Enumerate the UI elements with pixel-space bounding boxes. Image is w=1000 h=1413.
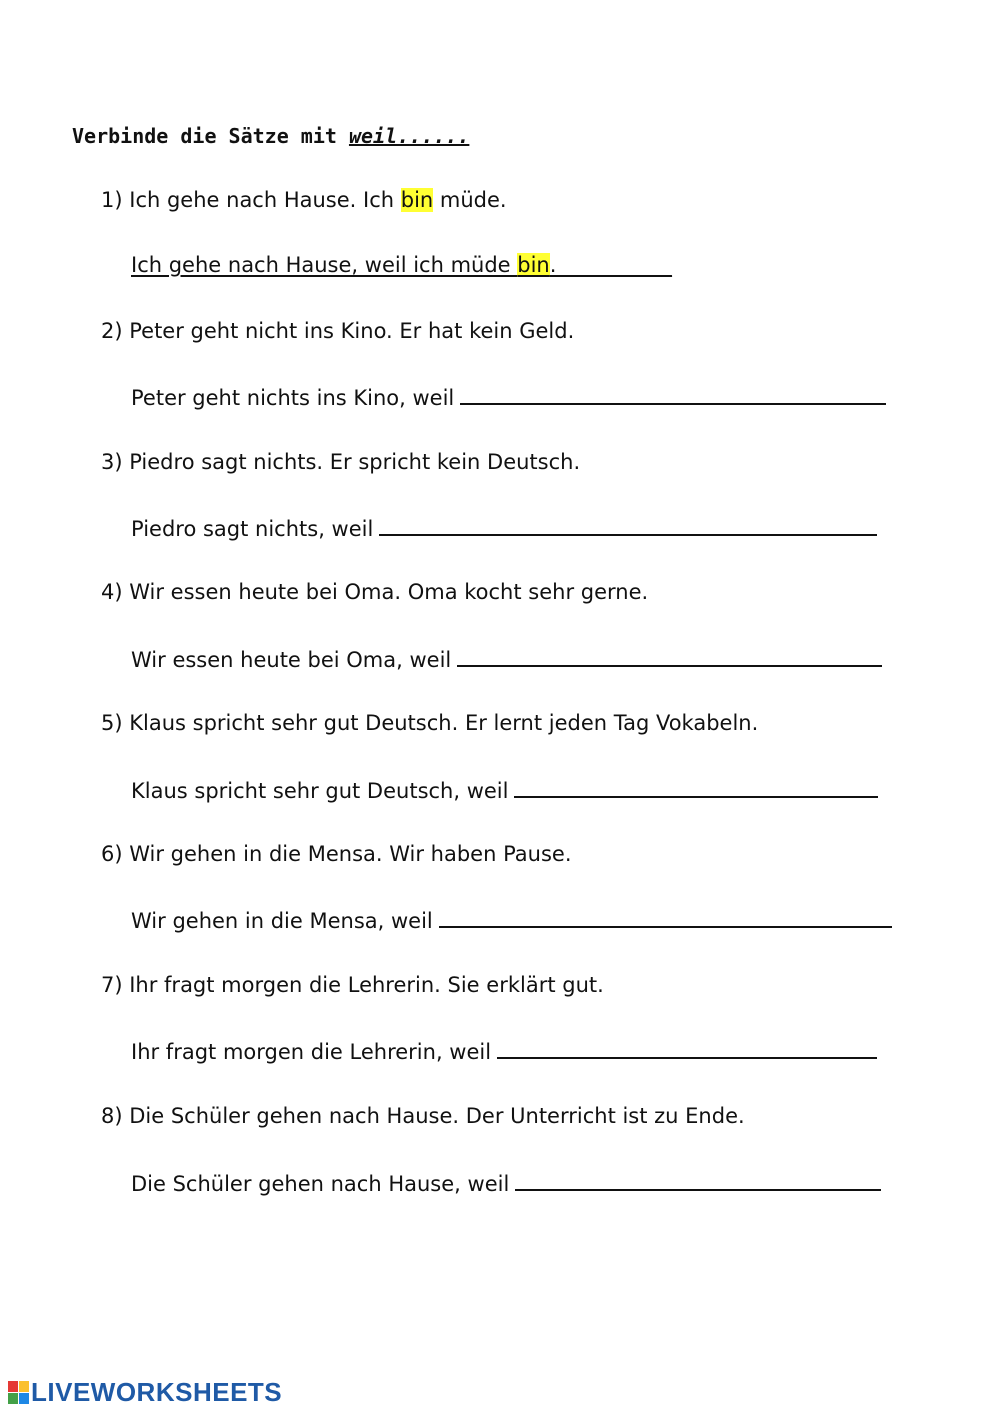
logo-tile: [19, 1381, 29, 1392]
title-prefix: Verbinde die Sätze mit: [72, 124, 349, 148]
exercise-prompt: 2) Peter geht nicht ins Kino. Er hat kein Geld.: [101, 319, 575, 343]
exercise-prompt: 5) Klaus spricht sehr gut Deutsch. Er lernt jeden Tag Vokabeln.: [101, 711, 759, 735]
logo-text: LIVEWORKSHEETS: [31, 1377, 283, 1407]
exercise-stem: Ihr fragt morgen die Lehrerin, weil: [131, 1040, 492, 1064]
exercise-answer-line: [131, 512, 877, 544]
answer-blank[interactable]: [497, 1035, 877, 1059]
example-number: 1): [101, 188, 123, 212]
example-answer-before: Ich gehe nach Hause, weil ich müde: [131, 253, 518, 277]
logo-tile: [19, 1393, 29, 1404]
example-prompt: [101, 185, 507, 215]
example-answer: [131, 250, 672, 280]
footer-logo[interactable]: [8, 1378, 282, 1406]
exercise-answer-line: [131, 904, 892, 936]
exercise-stem: Wir gehen in die Mensa, weil: [131, 909, 433, 933]
exercise-stem: Wir essen heute bei Oma, weil: [131, 648, 452, 672]
exercise-stem: Klaus spricht sehr gut Deutsch, weil: [131, 779, 509, 803]
example-answer-after: .___________: [549, 253, 672, 277]
exercise-prompt: 3) Piedro sagt nichts. Er spricht kein Deutsch.: [101, 450, 581, 474]
exercise-prompt: 7) Ihr fragt morgen die Lehrerin. Sie erklärt gut.: [101, 973, 604, 997]
answer-blank[interactable]: [379, 512, 877, 536]
exercise-prompt: 6) Wir gehen in die Mensa. Wir haben Pause.: [101, 842, 572, 866]
answer-blank[interactable]: [514, 774, 878, 798]
example-prompt-after: müde.: [433, 188, 507, 212]
answer-blank[interactable]: [457, 643, 882, 667]
exercise-answer-line: [131, 774, 878, 806]
exercise-prompt: 4) Wir essen heute bei Oma. Oma kocht sehr gerne.: [101, 580, 649, 604]
title-keyword: weil......: [348, 124, 470, 148]
exercise-stem: Die Schüler gehen nach Hause, weil: [131, 1172, 510, 1196]
answer-blank[interactable]: [515, 1167, 881, 1191]
exercise-answer-line: [131, 643, 882, 675]
exercise-answer-line: [131, 381, 886, 413]
logo-tile: [8, 1381, 18, 1392]
answer-blank[interactable]: [439, 904, 892, 928]
example-prompt-before: Ich gehe nach Hause. Ich: [129, 188, 401, 212]
worksheet-title: [72, 124, 469, 148]
exercise-stem: Piedro sagt nichts, weil: [131, 517, 374, 541]
exercise-answer-line: [131, 1035, 877, 1067]
logo-tile: [8, 1393, 18, 1404]
exercise-prompt: 8) Die Schüler gehen nach Hause. Der Unterricht ist zu Ende.: [101, 1104, 745, 1128]
liveworksheets-logo-icon: [8, 1381, 29, 1404]
exercise-stem: Peter geht nichts ins Kino, weil: [131, 386, 455, 410]
example-answer-highlight: bin: [517, 253, 550, 277]
answer-blank[interactable]: [460, 381, 886, 405]
exercise-answer-line: [131, 1167, 881, 1199]
example-prompt-highlight: bin: [400, 188, 434, 212]
